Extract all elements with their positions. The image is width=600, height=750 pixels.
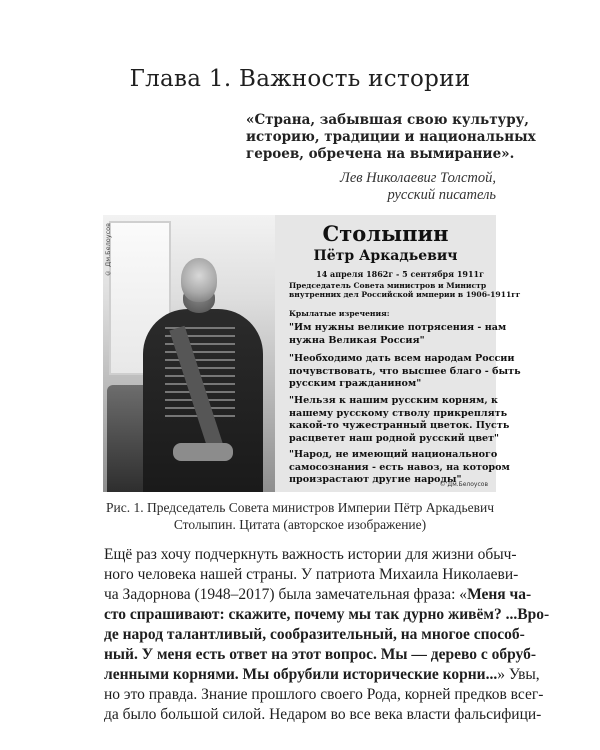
panel-position	[289, 281, 521, 299]
panel-quote-2	[289, 353, 521, 391]
caption-line: Столыпин. Цитата (авторское изображение)	[173, 517, 427, 532]
panel-quotes-label: Крылатые изречения:	[289, 309, 390, 318]
panel-quote-line: какой-то чужестранный цветок. Пусть	[289, 420, 510, 431]
portrait-photo	[103, 215, 275, 492]
panel-quote-3	[289, 395, 510, 445]
panel-name-patronymic: Пётр Аркадьевич	[313, 248, 458, 264]
panel-quote-line: нашему русскому стволу прикреплять	[289, 407, 508, 419]
panel-quote-line: "Нельзя к нашим русским корням, к	[289, 395, 498, 406]
panel-quote-line: расцветет наш родной русский цвет"	[289, 432, 500, 444]
panel-quote-1	[289, 322, 507, 347]
body-line	[104, 585, 532, 605]
panel-position-line: внутренних дел Российской империи в 1906-1911гг	[289, 290, 521, 299]
body-bold-run: сто спрашивают: скажите, почему мы так дурно живём? ...Вро-	[104, 606, 550, 623]
quote-panel	[275, 215, 521, 492]
photo-watermark: © Дм.Белоусов	[104, 223, 112, 277]
epigraph-quote	[246, 112, 546, 163]
panel-position-line: Председатель Совета министров и Министр	[289, 281, 487, 290]
panel-quote-line: русским гражданином"	[289, 378, 422, 389]
body-bold-run: Меня ча-	[467, 586, 532, 603]
body-line	[104, 645, 536, 665]
body-bold-run: ленными корнями. Мы обрубили исторические корни...	[104, 666, 498, 683]
panel-quote-line: "Необходимо дать всем народам России	[289, 353, 515, 364]
epigraph-line: героев, обречена на вымирание».	[246, 146, 515, 162]
body-line	[104, 605, 550, 625]
panel-quote-line: нужна Великая Россия"	[289, 334, 425, 346]
panel-quote-line: произрастают другие народы"	[289, 474, 462, 485]
panel-copyright: © Дм.Белоусов	[439, 481, 488, 488]
body-line	[104, 685, 544, 705]
body-run: да было большой силой. Недаром во все века власти фальсифици-	[104, 706, 542, 723]
chapter-title: Глава 1. Важность истории	[129, 66, 471, 92]
body-line	[104, 665, 540, 685]
panel-dates: 14 апреля 1862г - 5 сентября 1911г	[316, 269, 484, 279]
attribution-line: русский писатель	[387, 187, 496, 203]
body-run: ча Задорнова (1948–2017) была замечательная фраза: «	[104, 586, 468, 603]
panel-surname: Столыпин	[322, 221, 449, 246]
epigraph-line: «Страна, забывшая свою культуру,	[246, 112, 529, 128]
body-bold-run: де народ талантливый, сообразительный, на многое способ-	[104, 626, 525, 643]
panel-quote-line: "Им нужны великие потрясения - нам	[289, 322, 507, 333]
body-line	[104, 625, 525, 645]
body-line	[104, 705, 542, 725]
body-run: ного человека нашей страны. У патриота Михаила Николаеви-	[104, 566, 519, 583]
epigraph-attribution	[340, 170, 496, 204]
body-line	[104, 545, 517, 565]
panel-quote-line: "Народ, не имеющий национального	[289, 449, 498, 460]
attribution-line: Лев Николаевиг Толстой,	[340, 170, 496, 186]
figure-caption	[0, 499, 600, 533]
epigraph-line: историю, традиции и национальных	[246, 129, 536, 145]
figure-stolypin	[103, 215, 521, 492]
body-bold-run: ный. У меня есть ответ на этот вопрос. Мы — дерево с обруб-	[104, 646, 536, 663]
body-text	[104, 545, 550, 725]
photo-hands	[173, 443, 233, 461]
body-run: но это правда. Знание прошлого своего Рода, корней предков всег-	[104, 686, 544, 703]
caption-line: Рис. 1. Председатель Совета министров Империи Пётр Аркадьевич	[105, 500, 495, 515]
photo-head	[181, 258, 217, 302]
body-run: » Увы,	[497, 666, 540, 683]
panel-quote-line: почувствовать, что высшее благо - быть	[289, 365, 521, 377]
body-run: Ещё раз хочу подчеркнуть важность истории для жизни обыч-	[104, 546, 517, 563]
panel-quote-line: самосознания - есть навоз, на котором	[289, 461, 510, 473]
body-line	[104, 565, 519, 585]
